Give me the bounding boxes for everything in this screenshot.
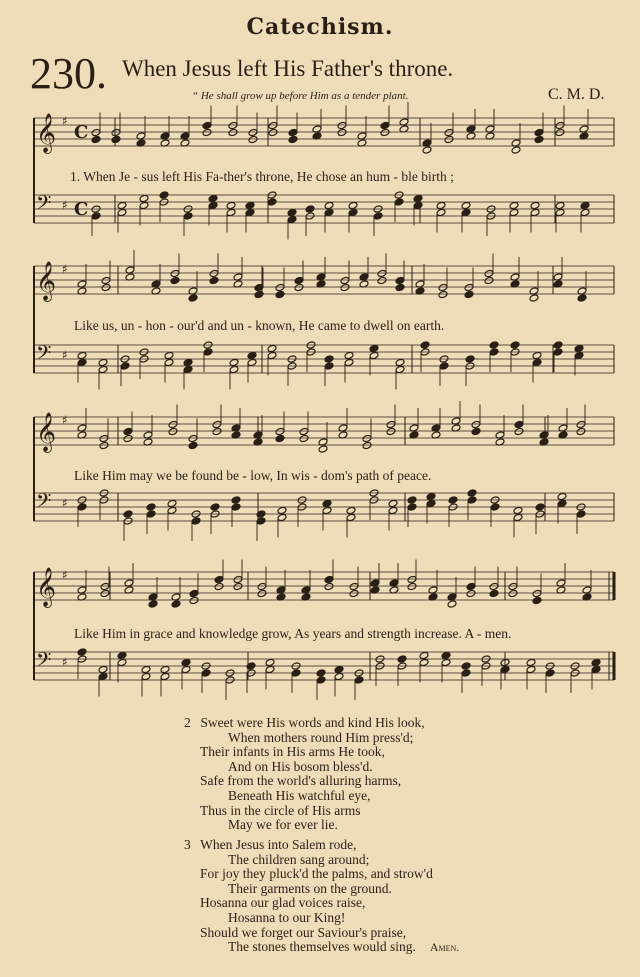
note-head: [346, 513, 356, 521]
note-head: [580, 201, 590, 209]
note-head: [395, 283, 405, 291]
bass-clef-icon: 𝄢: [36, 648, 52, 676]
note-head: [514, 427, 524, 435]
note-head: [377, 276, 387, 284]
note-head: [189, 589, 199, 597]
note-head: [275, 427, 285, 435]
note-head: [489, 348, 499, 356]
note-head: [275, 283, 285, 291]
amen-label: Amen.: [429, 940, 460, 955]
sharp-icon: ♯: [62, 496, 68, 510]
note-head: [117, 658, 127, 666]
note-head: [354, 676, 364, 684]
note-head: [526, 665, 536, 673]
note-head: [226, 208, 236, 216]
note-head: [419, 651, 429, 659]
note-head: [532, 589, 542, 597]
note-head: [167, 499, 177, 507]
note-head: [233, 575, 243, 583]
note-head: [139, 194, 149, 202]
note-head: [448, 496, 458, 504]
note-head: [576, 420, 586, 428]
note-head: [395, 358, 405, 366]
note-head: [509, 208, 519, 216]
note-head: [373, 212, 383, 220]
note-head: [141, 672, 151, 680]
note-head: [229, 365, 239, 373]
stanza-line: May we for ever lie.: [228, 817, 338, 833]
note-head: [555, 201, 565, 209]
note-head: [576, 427, 586, 435]
note-head: [299, 434, 309, 442]
note-head: [557, 499, 567, 507]
note-head: [362, 441, 372, 449]
bass-clef-icon: 𝄢: [36, 191, 52, 219]
scripture-epigraph: “ He shall grow up before Him as a tender plant.: [192, 90, 409, 102]
note-head: [267, 344, 277, 352]
stanza-line: When mothers round Him press'd;: [228, 729, 414, 745]
note-head: [209, 276, 219, 284]
note-head: [340, 276, 350, 284]
note-head: [526, 658, 536, 666]
note-head: [212, 420, 222, 428]
note-head: [101, 276, 111, 284]
note-head: [160, 665, 170, 673]
note-head: [513, 513, 523, 521]
note-head: [148, 600, 158, 608]
note-head: [467, 489, 477, 497]
note-head: [576, 510, 586, 518]
note-head: [324, 208, 334, 216]
note-head: [322, 499, 332, 507]
note-head: [257, 582, 267, 590]
note-head: [441, 651, 451, 659]
note-head: [369, 351, 379, 359]
note-head: [508, 589, 518, 597]
note-head: [426, 492, 436, 500]
note-head: [509, 201, 519, 209]
note-head: [181, 665, 191, 673]
note-head: [188, 294, 198, 302]
note-head: [447, 600, 457, 608]
note-head: [164, 358, 174, 366]
note-head: [513, 506, 523, 514]
note-head: [268, 128, 278, 136]
lyric-line-3: Like Him may we be found be - low, In wis - dom's path of peace.: [74, 468, 432, 483]
note-head: [545, 669, 555, 677]
note-head: [188, 441, 198, 449]
note-head: [288, 128, 298, 136]
stanza-line: Their garments on the ground.: [228, 880, 392, 896]
lyric-line-2: Like us, un - hon - our'd and un - known, He came to dwell on earth.: [74, 318, 445, 333]
note-head: [324, 355, 334, 363]
note-head: [388, 499, 398, 507]
stanza-line: Hosanna our glad voices raise,: [200, 895, 366, 911]
note-head: [377, 269, 387, 277]
note-head: [514, 420, 524, 428]
note-head: [214, 575, 224, 583]
note-head: [160, 672, 170, 680]
note-head: [489, 341, 499, 349]
note-head: [555, 128, 565, 136]
treble-clef-icon: 𝄞: [36, 412, 57, 452]
note-head: [141, 665, 151, 673]
note-head: [420, 341, 430, 349]
note-head: [99, 434, 109, 442]
note-head: [208, 201, 218, 209]
note-head: [168, 427, 178, 435]
note-head: [294, 283, 304, 291]
note-head: [555, 121, 565, 129]
note-head: [181, 658, 191, 666]
note-head: [532, 351, 542, 359]
note-head: [231, 496, 241, 504]
sharp-icon: ♯: [62, 568, 68, 582]
stanza-line: Should we forget our Saviour's praise,: [200, 924, 407, 940]
note-head: [123, 427, 133, 435]
note-head: [467, 496, 477, 504]
note-head: [397, 655, 407, 663]
note-head: [348, 201, 358, 209]
note-head: [461, 201, 471, 209]
note-head: [574, 344, 584, 352]
note-head: [159, 191, 169, 199]
note-head: [189, 596, 199, 604]
treble-clef-icon: 𝄞: [36, 113, 57, 153]
note-head: [349, 582, 359, 590]
treble-clef-icon: 𝄞: [36, 567, 57, 607]
note-head: [534, 128, 544, 136]
stanza-line: And on His bosom bless'd.: [228, 758, 373, 774]
note-head: [183, 212, 193, 220]
note-head: [98, 672, 108, 680]
note-head: [322, 506, 332, 514]
note-head: [98, 665, 108, 673]
stanza-line: The children sang around;: [228, 851, 370, 867]
note-head: [500, 665, 510, 673]
note-head: [380, 128, 390, 136]
note-head: [344, 351, 354, 359]
note-head: [349, 589, 359, 597]
note-head: [77, 358, 87, 366]
note-head: [277, 506, 287, 514]
note-head: [210, 503, 220, 511]
note-head: [77, 648, 87, 656]
note-head: [490, 503, 500, 511]
stanza-3: [184, 838, 459, 955]
note-head: [248, 128, 258, 136]
stanza-2: [184, 716, 425, 833]
note-head: [530, 208, 540, 216]
note-head: [413, 201, 423, 209]
note-head: [191, 517, 201, 525]
stanza-line: Hosanna to our King!: [228, 909, 346, 925]
stanza-line: Safe from the world's alluring harms,: [200, 773, 402, 789]
note-head: [171, 600, 181, 608]
note-head: [464, 283, 474, 291]
note-head: [348, 208, 358, 216]
note-head: [386, 420, 396, 428]
note-head: [334, 672, 344, 680]
note-head: [245, 208, 255, 216]
note-head: [334, 665, 344, 673]
note-head: [580, 208, 590, 216]
note-head: [413, 194, 423, 202]
sharp-icon: ♯: [62, 114, 68, 128]
sharp-icon: ♯: [62, 348, 68, 362]
note-head: [555, 208, 565, 216]
note-head: [202, 128, 212, 136]
note-head: [532, 596, 542, 604]
note-head: [168, 420, 178, 428]
sharp-icon: ♯: [62, 655, 68, 669]
note-head: [91, 212, 101, 220]
hymn-number: 230.: [30, 49, 107, 98]
hymn-title: When Jesus left His Father's throne.: [122, 56, 454, 81]
note-head: [369, 344, 379, 352]
stanza-line: Their infants in His arms He took,: [200, 744, 385, 760]
note-head: [318, 445, 328, 453]
stanza-line: Thus in the circle of His arms: [200, 802, 361, 818]
note-head: [529, 294, 539, 302]
note-head: [426, 499, 436, 507]
note-head: [265, 658, 275, 666]
note-head: [146, 503, 156, 511]
note-head: [324, 362, 334, 370]
note-head: [439, 362, 449, 370]
note-head: [275, 434, 285, 442]
note-head: [577, 294, 587, 302]
note-head: [436, 208, 446, 216]
note-head: [407, 496, 417, 504]
note-head: [557, 492, 567, 500]
note-head: [380, 121, 390, 129]
note-head: [231, 503, 241, 511]
note-head: [170, 276, 180, 284]
note-head: [466, 582, 476, 590]
note-head: [407, 582, 417, 590]
note-head: [117, 208, 127, 216]
note-head: [461, 208, 471, 216]
note-head: [484, 276, 494, 284]
note-head: [101, 283, 111, 291]
note-head: [395, 276, 405, 284]
note-head: [287, 208, 297, 216]
note-head: [316, 669, 326, 677]
note-head: [214, 582, 224, 590]
note-head: [287, 215, 297, 223]
note-head: [201, 669, 211, 677]
note-head: [91, 128, 101, 136]
note-head: [146, 510, 156, 518]
sharp-icon: ♯: [62, 262, 68, 276]
lyric-line-1: 1. When Je - sus left His Fa-ther's throne, He chose an hum - ble birth ;: [70, 169, 454, 184]
note-head: [167, 506, 177, 514]
stanza-line: Sweet were His words and kind His look,: [200, 715, 425, 730]
stanza-line: The stones themselves would sing.: [228, 939, 416, 955]
note-head: [120, 362, 130, 370]
note-head: [139, 201, 149, 209]
note-head: [553, 341, 563, 349]
note-head: [208, 194, 218, 202]
note-head: [275, 290, 285, 298]
note-head: [438, 283, 448, 291]
note-head: [510, 341, 520, 349]
note-head: [233, 582, 243, 590]
note-head: [254, 290, 264, 298]
note-head: [461, 662, 471, 670]
note-head: [471, 420, 481, 428]
note-head: [267, 351, 277, 359]
note-head: [461, 669, 471, 677]
note-head: [484, 269, 494, 277]
bass-clef-icon: 𝄢: [36, 341, 52, 369]
note-head: [535, 503, 545, 511]
note-head: [212, 427, 222, 435]
note-head: [123, 510, 133, 518]
stanza-line: For joy they pluck'd the palms, and strow'd: [200, 866, 433, 882]
common-time-icon: C: [74, 199, 89, 220]
note-head: [362, 434, 372, 442]
note-head: [117, 201, 127, 209]
note-head: [489, 589, 499, 597]
note-head: [324, 575, 334, 583]
note-head: [228, 121, 238, 129]
note-head: [591, 665, 601, 673]
note-head: [203, 348, 213, 356]
note-head: [277, 513, 287, 521]
note-head: [441, 658, 451, 666]
note-head: [100, 582, 110, 590]
note-head: [324, 582, 334, 590]
note-head: [111, 135, 121, 143]
note-head: [574, 351, 584, 359]
bass-clef-icon: 𝄢: [36, 489, 52, 517]
note-head: [98, 358, 108, 366]
note-head: [407, 503, 417, 511]
note-head: [245, 201, 255, 209]
note-head: [464, 290, 474, 298]
note-head: [316, 676, 326, 684]
note-head: [530, 201, 540, 209]
note-head: [123, 434, 133, 442]
note-head: [386, 427, 396, 435]
note-head: [394, 198, 404, 206]
note-head: [436, 201, 446, 209]
note-head: [98, 365, 108, 373]
meter-label: C. M. D.: [548, 86, 605, 103]
note-head: [202, 121, 212, 129]
note-head: [228, 128, 238, 136]
note-head: [465, 355, 475, 363]
stanza-line: When Jesus into Salem rode,: [200, 837, 357, 852]
note-head: [100, 589, 110, 597]
note-head: [508, 582, 518, 590]
note-head: [344, 358, 354, 366]
note-head: [438, 290, 448, 298]
note-head: [324, 201, 334, 209]
note-head: [164, 351, 174, 359]
common-time-icon: C: [74, 122, 89, 143]
note-head: [77, 503, 87, 511]
stanza-number: 2: [184, 715, 191, 730]
note-head: [422, 146, 432, 154]
note-head: [346, 506, 356, 514]
note-head: [188, 434, 198, 442]
note-head: [340, 283, 350, 291]
note-head: [99, 441, 109, 449]
note-head: [591, 658, 601, 666]
treble-clef-icon: 𝄞: [36, 261, 57, 301]
section-heading: Catechism.: [246, 14, 394, 40]
note-head: [229, 358, 239, 366]
note-head: [337, 128, 347, 136]
stanza-number: 3: [184, 837, 191, 852]
note-head: [117, 651, 127, 659]
note-head: [444, 128, 454, 136]
note-head: [466, 589, 476, 597]
note-head: [77, 351, 87, 359]
note-head: [183, 365, 193, 373]
note-head: [209, 269, 219, 277]
note-head: [407, 575, 417, 583]
note-head: [388, 506, 398, 514]
note-head: [471, 427, 481, 435]
note-head: [248, 135, 258, 143]
note-head: [257, 589, 267, 597]
note-head: [395, 365, 405, 373]
note-head: [489, 582, 499, 590]
note-head: [553, 348, 563, 356]
lyric-line-4: Like Him in grace and knowledge grow, As years and strength increase. A - men.: [74, 626, 512, 641]
note-head: [170, 269, 180, 277]
stanza-line: Beneath His watchful eye,: [228, 787, 371, 803]
note-head: [299, 427, 309, 435]
note-head: [511, 146, 521, 154]
note-head: [288, 135, 298, 143]
note-head: [291, 669, 301, 677]
note-head: [91, 135, 101, 143]
note-head: [532, 358, 542, 366]
note-head: [226, 201, 236, 209]
sharp-icon: ♯: [62, 413, 68, 427]
note-head: [534, 135, 544, 143]
note-head: [265, 665, 275, 673]
sharp-icon: ♯: [62, 198, 68, 212]
note-head: [444, 135, 454, 143]
note-head: [268, 121, 278, 129]
note-head: [111, 128, 121, 136]
note-head: [294, 276, 304, 284]
note-head: [247, 358, 257, 366]
note-head: [247, 351, 257, 359]
note-head: [419, 658, 429, 666]
note-head: [267, 198, 277, 206]
note-head: [183, 358, 193, 366]
note-head: [337, 121, 347, 129]
note-head: [305, 205, 315, 213]
